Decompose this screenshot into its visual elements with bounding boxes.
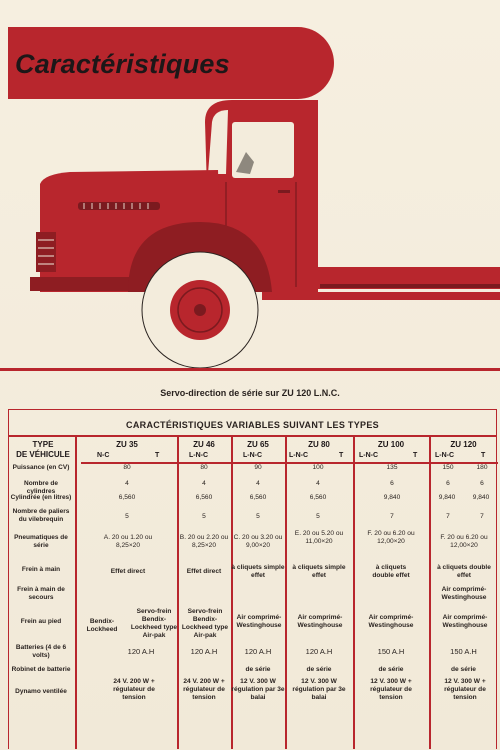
table-cell: F. 20 ou 6.20 ou 12,00×20 [367, 530, 415, 545]
characteristics-table [8, 409, 497, 749]
vehicle-label: DE VÉHICULE [16, 450, 70, 459]
page-title: Caractéristiques [15, 49, 230, 79]
table-cell: de série [245, 666, 271, 673]
table-cell: 7 [390, 513, 394, 520]
table-cell: 12 V. 300 W + régulateur de tension [370, 678, 412, 701]
table-cell: 6,560 [249, 494, 267, 501]
table-cell: 5 [125, 513, 129, 520]
variant-header: L-N-C [189, 452, 209, 459]
table-cell: 24 V. 200 W + régulateur de tension [113, 678, 155, 701]
row-label: Nombre de cylindres [24, 480, 58, 495]
table-cell: 12 V. 300 W régulation par 3e balai [231, 678, 285, 701]
table-cell: de série [378, 666, 404, 673]
row-label: Frein à main [21, 566, 61, 573]
table-cell: 7 [480, 513, 484, 520]
table-cell: 6,560 [309, 494, 327, 501]
table-cell: Air comprimé-Westinghouse [368, 614, 414, 629]
table-cell: 120 A.H [305, 647, 333, 656]
variant-header: T [339, 452, 344, 459]
table-cell: de série [306, 666, 332, 673]
table-cell: F. 20 ou 6.20 ou 12,00×20 [440, 534, 488, 549]
row-label: Nombre de paliers du vilebrequin [12, 508, 70, 523]
row-label: Robinet de batterie [11, 666, 71, 673]
row-label: Dynamo ventilée [15, 688, 67, 695]
row-label: Frein au pied [20, 618, 62, 625]
variant-header: L-N-C [359, 452, 379, 459]
row-label: Puissance (en CV) [12, 464, 70, 471]
model-header: ZU 35 [116, 440, 138, 449]
table-cell: 120 A.H [244, 647, 272, 656]
variant-header: T [155, 452, 160, 459]
table-cell: Effet direct [110, 568, 146, 575]
row-label: Cylindrée (en litres) [10, 494, 72, 501]
table-cell: 4 [316, 480, 320, 487]
column-divider [429, 436, 431, 749]
table-cell: 12 V. 300 W régulation par 3e balai [292, 678, 346, 701]
table-cell: 9,840 [472, 494, 490, 501]
table-cell: 4 [256, 480, 260, 487]
table-heading-rule [9, 435, 496, 437]
column-divider [231, 436, 233, 749]
table-cell: 150 A.H [450, 647, 477, 656]
variant-header: T [413, 452, 418, 459]
row-label: Pneumatiques de série [14, 534, 68, 549]
column-divider [285, 436, 287, 749]
table-cell: 6 [390, 480, 394, 487]
table-cell: A. 20 ou 1.20 ou 8,25×20 [103, 534, 153, 549]
section-divider [0, 368, 500, 371]
column-divider [177, 436, 179, 749]
table-cell: 9,840 [438, 494, 456, 501]
servo-note: Servo-direction de série sur ZU 120 L.N.C. [160, 388, 340, 398]
variant-header: N-C [97, 452, 110, 459]
model-header: ZU 46 [193, 440, 215, 449]
table-cell: C. 20 ou 3.20 ou 9,00×20 [233, 534, 283, 549]
row-label: Frein à main de secours [17, 586, 65, 601]
table-cell: 135 [386, 464, 398, 471]
model-header: ZU 100 [377, 440, 405, 449]
variant-header: L-N-C [435, 452, 455, 459]
table-cell: 90 [254, 464, 262, 471]
table-cell: 5 [202, 513, 206, 520]
table-cell: 180 [476, 464, 488, 471]
table-cell: E. 20 ou 5.20 ou 11,00×20 [294, 530, 344, 545]
table-cell: 4 [202, 480, 206, 487]
table-cell: Servo-frein Bendix-Lockheed type Air-pak [130, 608, 178, 639]
variant-header: L-N-C [243, 452, 263, 459]
row-label: Batteries (4 de 6 volts) [15, 644, 67, 659]
table-cell: 150 [442, 464, 454, 471]
table-cell: Air comprimé-Westinghouse [441, 586, 487, 601]
table-cell: 120 A.H [127, 647, 155, 656]
table-cell: 80 [200, 464, 208, 471]
table-cell: 6 [480, 480, 484, 487]
table-heading: CARACTÉRISTIQUES VARIABLES SUIVANT LES TYPES [126, 420, 379, 430]
table-cell: 12 V. 300 W + régulateur de tension [444, 678, 486, 701]
table-cell: à cliquets simple effet [292, 564, 346, 579]
table-cell: 150 A.H [377, 647, 405, 656]
column-divider [75, 436, 77, 749]
model-header: ZU 80 [308, 440, 330, 449]
table-cell: Air comprimé-Westinghouse [236, 614, 282, 629]
table-cell: 120 A.H [190, 647, 218, 656]
table-cell: à cliquets simple effet [231, 564, 285, 579]
table-cell: 6,560 [118, 494, 136, 501]
table-cell: Servo-frein Bendix-Lockheed type Air-pak [181, 608, 229, 639]
model-header: ZU 65 [247, 440, 269, 449]
truck-illustration [0, 92, 500, 372]
table-cell: 6 [446, 480, 450, 487]
table-cell: 7 [446, 513, 450, 520]
table-cell: 100 [312, 464, 324, 471]
table-cell: Air comprimé-Westinghouse [297, 614, 343, 629]
variant-header: T [481, 452, 486, 459]
table-cell: B. 20 ou 2.20 ou 8,25×20 [179, 534, 229, 549]
table-cell: à cliquets double effet [437, 564, 491, 579]
table-cell: 80 [123, 464, 131, 471]
table-cell: 5 [316, 513, 320, 520]
model-header: ZU 120 [450, 440, 477, 449]
table-cell: à cliquets double effet [372, 564, 410, 579]
table-cell: 5 [256, 513, 260, 520]
variant-header: L-N-C [289, 452, 309, 459]
table-cell: de série [451, 666, 476, 673]
type-label: TYPE [32, 440, 54, 449]
column-divider [353, 436, 355, 749]
table-cell: Bendix-Lockheed [86, 618, 118, 633]
table-cell: Air comprimé-Westinghouse [442, 614, 488, 629]
table-cell: 9,840 [383, 494, 401, 501]
table-cell: 4 [125, 480, 129, 487]
table-cell: 24 V. 200 W + régulateur de tension [183, 678, 225, 701]
table-cell: Effet direct [186, 568, 222, 575]
table-cell: 6,560 [195, 494, 213, 501]
